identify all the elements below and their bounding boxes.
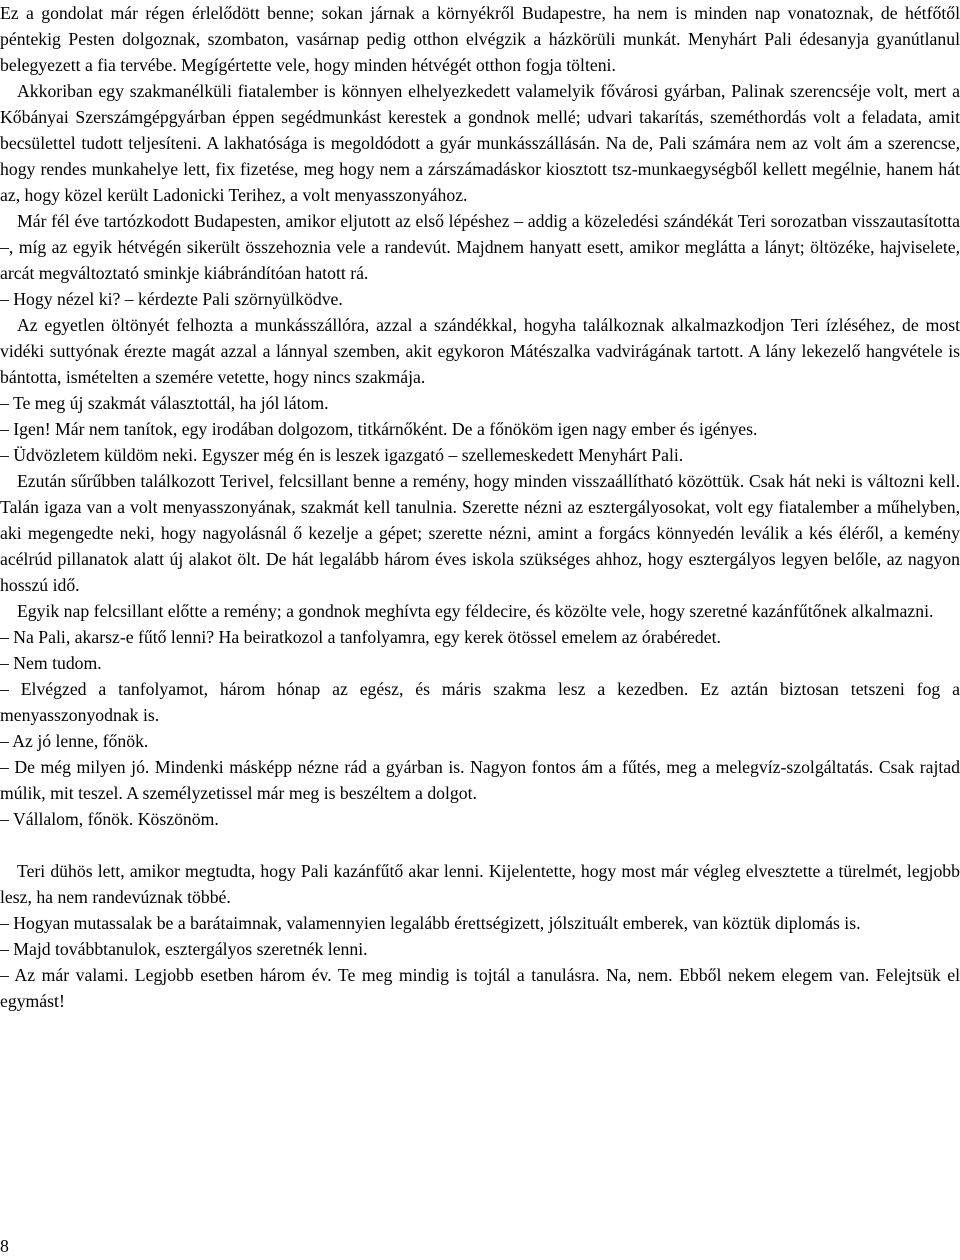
- dialogue-line: – Vállalom, főnök. Köszönöm.: [0, 809, 219, 829]
- paragraph: Ez a gondolat már régen érlelődött benne; sokan járnak a környékről Budapestre, ha nem is minden nap vonatoznak, de hétfőtől péntekig Pesten dolgoznak, szombaton, vasárnap pedig otthon elvégzik a házkörüli munkát. Menyhárt Pali édesanyja gyanútlanul belegyezett a fia tervébe. Megígértette vele, hogy minden hétvégét otthon fogja tölteni.: [0, 3, 960, 75]
- paragraph: Az egyetlen öltönyét felhozta a munkásszállóra, azzal a szándékkal, hogyha találkoznak alkalmazkodjon Teri ízléséhez, de most vidéki suttyónak érezte magát azzal a lánnyal szemben, akit egykoron Mátészalka vadvirágának tartott. A lány lekezelő hangvétele is bántotta, ismételten a szemére vetette, hogy nincs szakmája.: [0, 315, 960, 387]
- dialogue-line: – De még milyen jó. Mindenki másképp nézne rád a gyárban is. Nagyon fontos ám a fűtés, meg a melegvíz-szolgáltatás. Csak rajtad múlik, mit teszel. A személyzetissel már meg is beszéltem a dolgot.: [0, 757, 960, 803]
- paragraph: Akkoriban egy szakmanélküli fiatalember is könnyen elhelyezkedett valamelyik fővárosi gyárban, Palinak szerencséje volt, mert a Kőbányai Szerszámgépgyárban éppen segédmunkást kerestek a gondnok mellé; udvari takarítás, szeméthordás volt a feladata, amit becsülettel tudott teljesíteni. A lakhatósága is megoldódott a gyár munkásszállásán. Na de, Pali számára nem az volt ám a szerencse, hogy rendes munkahelye lett, fix fizetése, meg hogy nem a zárszámadáskor kiosztott tsz-munkaegységből kellett megélnie, hanem hát az, hogy közel került Ladonicki Terihez, a volt menyasszonyához.: [0, 81, 960, 205]
- dialogue-line: – Nem tudom.: [0, 653, 102, 673]
- dialogue-line: – Hogy nézel ki? – kérdezte Pali szörnyülködve.: [0, 289, 343, 309]
- dialogue-line: – Az jó lenne, főnök.: [0, 731, 149, 751]
- dialogue-line: – Na Pali, akarsz-e fűtő lenni? Ha beiratkozol a tanfolyamra, egy kerek ötössel emelem az órabéredet.: [0, 627, 721, 647]
- dialogue-line: – Elvégzed a tanfolyamot, három hónap az egész, és máris szakma lesz a kezedben. Ez aztán biztosan tetszeni fog a menyasszonyodnak is.: [0, 679, 960, 725]
- paragraph: Egyik nap felcsillant előtte a remény; a gondnok meghívta egy féldecire, és közölte vele, hogy szeretné kazánfűtőnek alkalmazni.: [17, 601, 934, 621]
- dialogue-line: – Te meg új szakmát választottál, ha jól látom.: [0, 393, 329, 413]
- dialogue-line: – Hogyan mutassalak be a barátaimnak, valamennyien legalább érettségizett, jólszituált emberek, van köztük diplomás is.: [0, 913, 861, 933]
- dialogue-line: – Az már valami. Legjobb esetben három év. Te meg mindig is tojtál a tanulásra. Na, nem. Ebből nekem elegem van. Felejtsük el egymást!: [0, 965, 960, 1011]
- dialogue-line: – Majd továbbtanulok, esztergályos szeretnék lenni.: [0, 939, 368, 959]
- page-number: 8: [0, 1236, 9, 1256]
- paragraph: Már fél éve tartózkodott Budapesten, amikor eljutott az első lépéshez – addig a közeledési szándékát Teri sorozatban visszautasította –, míg az egyik hétvégén sikerült összehoznia vele a randevút. Majdnem hanyatt esett, amikor meglátta a lányt; öltözéke, hajviselete, arcát megváltoztató sminkje kiábrándítóan hatott rá.: [0, 211, 960, 283]
- dialogue-line: – Üdvözletem küldöm neki. Egyszer még én is leszek igazgató – szellemeskedett Menyhárt Pali.: [0, 445, 684, 465]
- dialogue-line: – Igen! Már nem tanítok, egy irodában dolgozom, titkárnőként. De a főnököm igen nagy ember és igényes.: [0, 419, 758, 439]
- paragraph: Teri dühös lett, amikor megtudta, hogy Pali kazánfűtő akar lenni. Kijelentette, hogy most már végleg elvesztette a türelmét, legjobb lesz, ha nem randevúznak többé.: [0, 861, 960, 907]
- paragraph: Ezután sűrűbben találkozott Terivel, felcsillant benne a remény, hogy minden visszaállítható közöttük. Csak hát neki is változni kell. Talán igaza van a volt menyasszonyának, szakmát kell tanulnia. Szerette nézni az esztergályosokat, volt egy fiatalember a műhelyben, aki megengedte neki, hogy nagyolásnál ő kezelje a gépet; szerette nézni, amint a forgács könnyedén leválik a kés éléről, a kemény acélrúd pillanatok alatt új alakot ölt. De hát legalább három éves iskola szükséges ahhoz, hogy esztergályos legyen belőle, az nagyon hosszú idő.: [0, 471, 960, 595]
